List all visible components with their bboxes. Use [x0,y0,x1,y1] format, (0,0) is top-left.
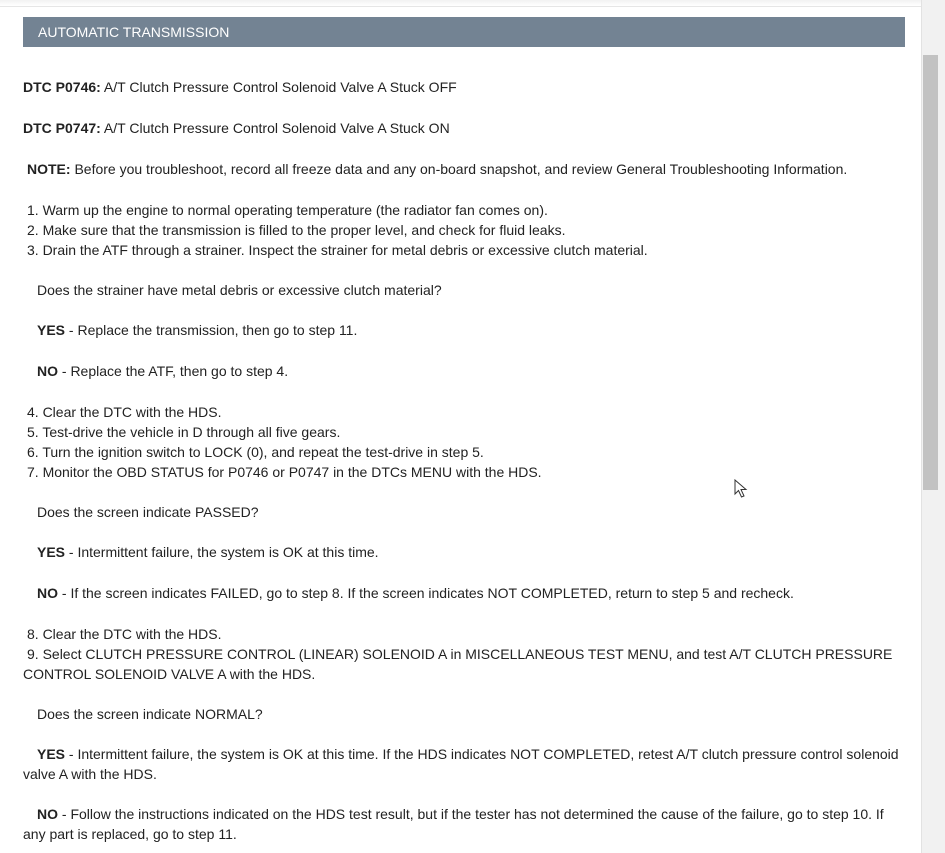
question-passed: Does the screen indicate PASSED? [37,504,259,520]
step-9: 9. Select CLUTCH PRESSURE CONTROL (LINEAR) SOLENOID A in MISCELLANEOUS TEST MENU, and test A/T CLUTCH PRESSURE CONTROL SOLENOID VALVE A with the HDS. [23,646,893,682]
step-8: 8. Clear the DTC with the HDS. [27,626,222,642]
question-strainer: Does the strainer have metal debris or excessive clutch material? [37,282,442,298]
top-toolbar-edge [0,0,930,7]
answer-no [23,361,908,381]
note-label: NOTE: [27,161,71,177]
section-title: AUTOMATIC TRANSMISSION [38,24,230,40]
answer-no [23,804,908,844]
yes-text: - Replace the transmission, then go to step 11. [65,322,358,338]
answer-yes [23,744,908,784]
note-text: Before you troubleshoot, record all freeze data and any on-board snapshot, and review General Troubleshooting Information. [70,161,848,177]
step-5: 5. Test-drive the vehicle in D through all five gears. [27,424,341,440]
question-normal: Does the screen indicate NORMAL? [37,706,263,722]
mouse-pointer-icon [734,479,748,499]
step-7: 7. Monitor the OBD STATUS for P0746 or P0747 in the DTCs MENU with the HDS. [27,464,542,480]
step-2: 2. Make sure that the transmission is filled to the proper level, and check for fluid leaks. [27,222,566,238]
step-6: 6. Turn the ignition switch to LOCK (0), and repeat the test-drive in step 5. [27,444,484,460]
answer-yes [23,320,908,340]
step-3: 3. Drain the ATF through a strainer. Inspect the strainer for metal debris or excessive clutch material. [27,242,648,258]
no-label: NO [37,806,58,822]
dtc-code: DTC P0746: [23,79,101,95]
step-4: 4. Clear the DTC with the HDS. [27,404,222,420]
document-body [23,77,908,844]
scrollbar-thumb[interactable] [923,55,938,490]
step-1: 1. Warm up the engine to normal operating temperature (the radiator fan comes on). [27,202,548,218]
dtc-line-p0747 [23,118,908,138]
yes-label: YES [37,544,66,560]
yes-text: - Intermittent failure, the system is OK at this time. If the HDS indicates NOT COMPLETED, retest A/T clutch pressure control solenoid valve A with the HDS. [23,746,899,782]
vertical-scrollbar[interactable] [921,0,945,853]
no-text: - Follow the instructions indicated on the HDS test result, but if the tester has not determined the cause of the failure, go to step 10. If any part is replaced, go to step 11. [23,806,884,842]
no-label: NO [37,363,58,379]
answer-yes [23,542,908,562]
yes-label: YES [37,746,66,762]
no-label: NO [37,585,58,601]
yes-text: - Intermittent failure, the system is OK at this time. [65,544,379,560]
no-text: - If the screen indicates FAILED, go to step 8. If the screen indicates NOT COMPLETED, return to step 5 and recheck. [58,585,794,601]
answer-no [23,583,908,603]
dtc-code: DTC P0747: [23,120,101,136]
dtc-desc: A/T Clutch Pressure Control Solenoid Valve A Stuck ON [100,120,450,136]
no-text: - Replace the ATF, then go to step 4. [58,363,289,379]
dtc-desc: A/T Clutch Pressure Control Solenoid Valve A Stuck OFF [100,79,457,95]
section-header [23,17,905,47]
dtc-line-p0746 [23,77,908,97]
note [23,159,908,179]
yes-label: YES [37,322,66,338]
